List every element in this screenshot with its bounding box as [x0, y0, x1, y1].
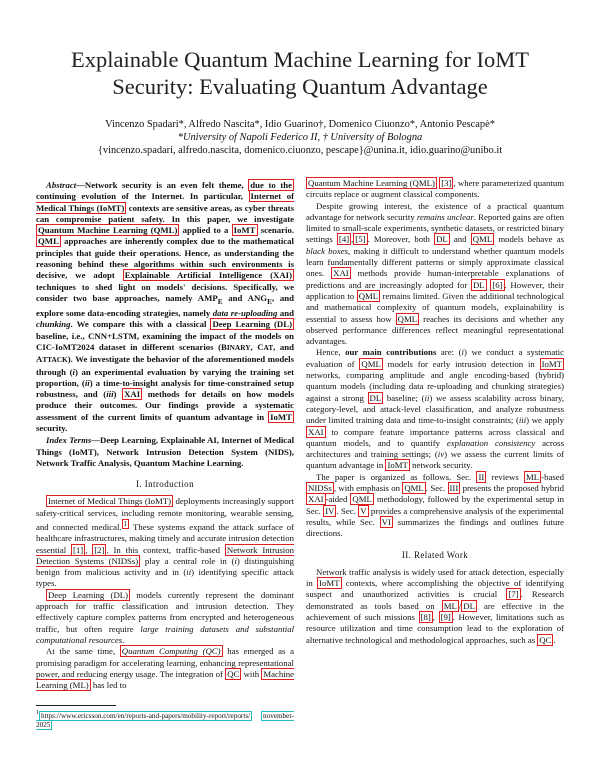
- intro-paragraph-3-cont: Quantum Machine Learning (QML) [3] , where parameterized quantum circuits replace or augment classical components.: [306, 178, 565, 200]
- contributions-paragraph: Hence, our main contributions are: (i) we conduct a systematic evaluation of QML models for early intrusion detection in IoMT networks, comparing amplitude and angle encoding-based (hybrid) quantum models (including data re-uploading and chunking strategies) against a strong DL baseline; (ii) we assess scalability across binary, category-level, and attack-level classification, and analyze robustness under limited training data and time-to-insight constraints; (iii) we apply XAI to compare feature importance patterns across classical and quantum models, and to quantify explanation consistency across architectures and training settings; (iv) we assess the current limits of quantum advantage in IoMT network security.: [306, 347, 565, 471]
- right-column: [306, 178, 564, 646]
- footnote-rule: [36, 705, 116, 706]
- organization-paragraph: The paper is organized as follows. Sec. II reviews ML -based NIDSs , with emphasis on QML . Sec. III presents the proposed hybrid XAI -aided QML methodology, followed by the experimental setup in Sec. IV . Sec. V provides a comprehensive analysis of the experimental results, while Sec. VI summarizes the findings and outlines future directions.: [306, 471, 564, 539]
- paper-title: [40, 46, 560, 100]
- intro-paragraph-1: Internet of Medical Things (IoMT) deployments increasingly support safety-critical services, including remote monitoring, wearable sensing, and connected medical. $^1$ These systems expand the attack surface of healthcare infrastructures, making timely and accurate intrusion detection essential [1] , [2] . In this context, traffic-based Network Intrusion Detection Systems (NIDSs) play a central role in (i) distinguishing benign from malicious activity and in (ii) identifying specific attack types.: [36, 496, 294, 589]
- related-work-paragraph: Network traffic analysis is widely used for attack detection, especially in IoMT contexts, where accomplishing the objective of identifying suspect and unauthorized activities is crucial [7] . Research demonstrated as tools based on ML / DL are effective in the achievement of such missions [8] , [9] . However, limitations such as resource utilization and time consumption lead to the exploration of alternative technological and methodological approaches, such as QC .: [306, 566, 565, 645]
- affiliations: *University of Napoli Federico II, † University of Bologna: [177, 132, 423, 143]
- left-column: [36, 180, 294, 730]
- section-related-work-heading: II. Related Work: [401, 549, 469, 560]
- author-list: Vincenzo Spadari*, Alfredo Nascita*, Idio Guarino†, Domenico Ciuonzo*, Antonio Pescapè*: [105, 119, 495, 130]
- intro-paragraph-4: Despite growing interest, the existence of a practical quantum advantage for network security remains unclear. Reported gains are often limited to small-scale experiments, synthetic datasets, or restricted binary settings [4] , [5] . Moreover, both DL and QML models behave as black boxes, making it difficult to understand whether quantum models learn fundamentally different patterns or simply approximate classical ones. XAI methods provide human-interpretable explanations of predictions and are increasingly adopted for DL [6] . However, their application to QML remains limited. Given the additional technological and mathematical complexity of quantum models, explainability is essential to assess how QML reaches its decisions and whether any observed performance differences reflect meaningful representational advantages.: [306, 200, 565, 347]
- index-terms: Index Terms—Deep Learning, Explainable AI, Internet of Medical Things (IoMT), Network Intrusion Detection System (NIDS), Network Traffic Analysis, Quantum Machine Learning.: [36, 435, 294, 468]
- section-introduction-heading: I. Introduction: [136, 479, 194, 490]
- abstract: Abstract—Network security is an even felt theme, due to the continuing evolution of the Internet. In particular, Internet of Medical Things (IoMT) contexts are sensitive areas, as cyber threats can compromise patient safety. In this paper, we investigate Quantum Machine Learning (QML) applied to a IoMT scenario. QML approaches are inherently complex due to the mathematical principles that guide their operations. Hence, as understanding the reasoning behind these algorithms within such environments is decisive, we adopt Explainable Artificial Intelligence (XAI) techniques to shed light on models' decisions. Specifically, we consider two base approaches, namely $AMP_E$ and $ANG_E$, and explore some data-encoding strategies, namely data re-uploading and chunking. We compare this with a classical Deep Learning (DL) baseline, i.e., CNN+LSTM, examining the impact of the models on CIC-IoMT2024 dataset in different scenarios (BINARY, CAT, and ATTACK). We investigate the behavior of the aforementioned models through (i) an experimental evaluation by varying the training set proportion, (ii) a time-to-insight analysis for time-constrained setup robustness, and (iii) XAI methods for details on how models produce their outcomes. Our findings provide a systematic assessment of the current limits of quantum advantage in IoMT security.: [36, 180, 295, 433]
- title-line-1: Explainable Quantum Machine Learning for IoMT: [71, 47, 529, 72]
- intro-paragraph-2: Deep Learning (DL) models currently represent the dominant approach for traffic classification and intrusion detection. They effectively capture complex patterns from encrypted and heterogeneous traffic, but often require large training datasets and substantial computational resources.: [36, 589, 294, 645]
- author-emails: {vincenzo.spadari, alfredo.nascita, domenico.ciuonzo, pescape}@unina.it, idio.guarino@unibo.it: [97, 145, 503, 156]
- intro-paragraph-3: At the same time, Quantum Computing (QC) has emerged as a promising paradigm for accelerating learning, enhancing representational power, and reducing energy usage. The integration of QC with Machine Learning (ML) has led to: [36, 646, 294, 691]
- title-line-2: Security: Evaluating Quantum Advantage: [112, 74, 488, 99]
- footnote[interactable]: $^1$ https://www.ericsson.com/en/reports-and-papers/mobility-report/reports/ november-2025: [36, 710, 294, 729]
